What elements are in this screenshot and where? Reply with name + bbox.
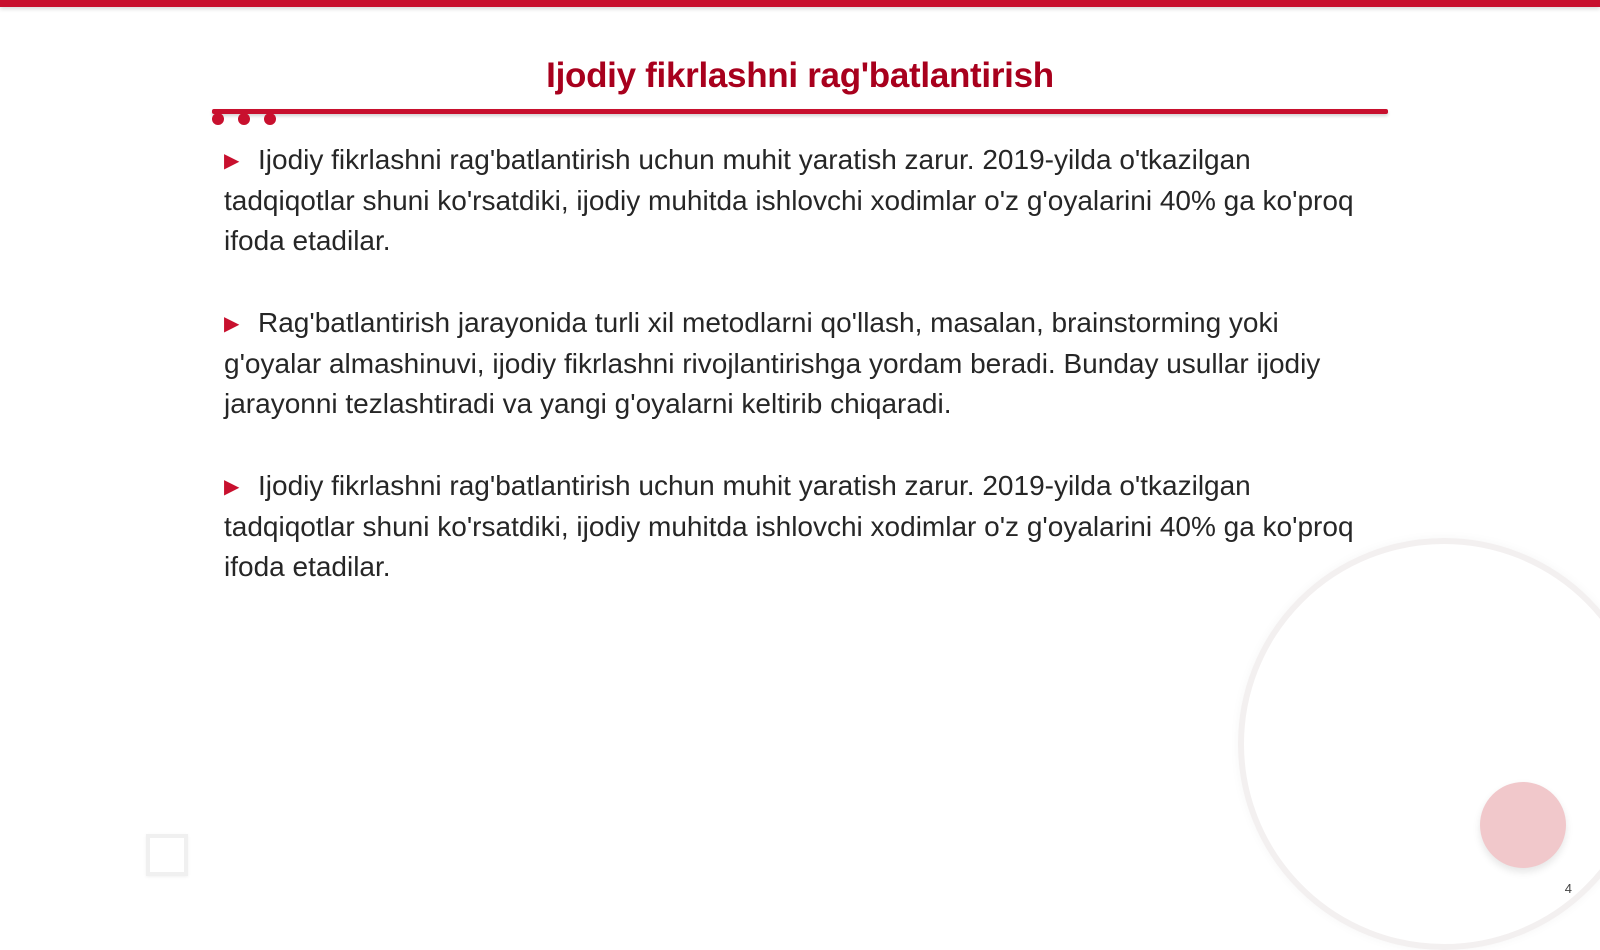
triangle-bullet-icon: ▶ (224, 313, 240, 335)
bullet-list (224, 140, 1374, 629)
top-accent-bar (0, 0, 1600, 7)
page-number: 4 (1564, 881, 1572, 896)
decor-pink-circle (1480, 782, 1566, 868)
bullet-item (224, 466, 1374, 587)
slide-title: Ijodiy fikrlashni rag'batlantirish (546, 56, 1054, 95)
title-underline (212, 109, 1388, 114)
bullet-text: Ijodiy fikrlashni rag'batlantirish uchun muhit yaratish zarur. 2019-yilda o'tkazilgan tadqiqotlar shuni ko'rsatdiki, ijodiy muhitda ishlovchi xodimlar o'z g'oyalarini 40% ga ko'proq ifoda etadilar. (224, 470, 1354, 582)
decor-dot-2 (238, 113, 250, 125)
bullet-item (224, 303, 1374, 424)
decor-square (146, 834, 188, 876)
triangle-bullet-icon: ▶ (224, 150, 240, 172)
bullet-text: Rag'batlantirish jarayonida turli xil metodlarni qo'llash, masalan, brainstorming yoki g'oyalar almashinuvi, ijodiy fikrlashni rivojlantirishga yordam beradi. Bunday usullar ijodiy jarayonni tezlashtiradi va yangi g'oyalarni keltirib chiqaradi. (224, 307, 1321, 419)
decor-dot-3 (264, 113, 276, 125)
decor-dot-1 (212, 113, 224, 125)
triangle-bullet-icon: ▶ (224, 476, 240, 498)
bullet-text: Ijodiy fikrlashni rag'batlantirish uchun muhit yaratish zarur. 2019-yilda o'tkazilgan tadqiqotlar shuni ko'rsatdiki, ijodiy muhitda ishlovchi xodimlar o'z g'oyalarini 40% ga ko'proq ifoda etadilar. (224, 144, 1354, 256)
bullet-item (224, 140, 1374, 261)
